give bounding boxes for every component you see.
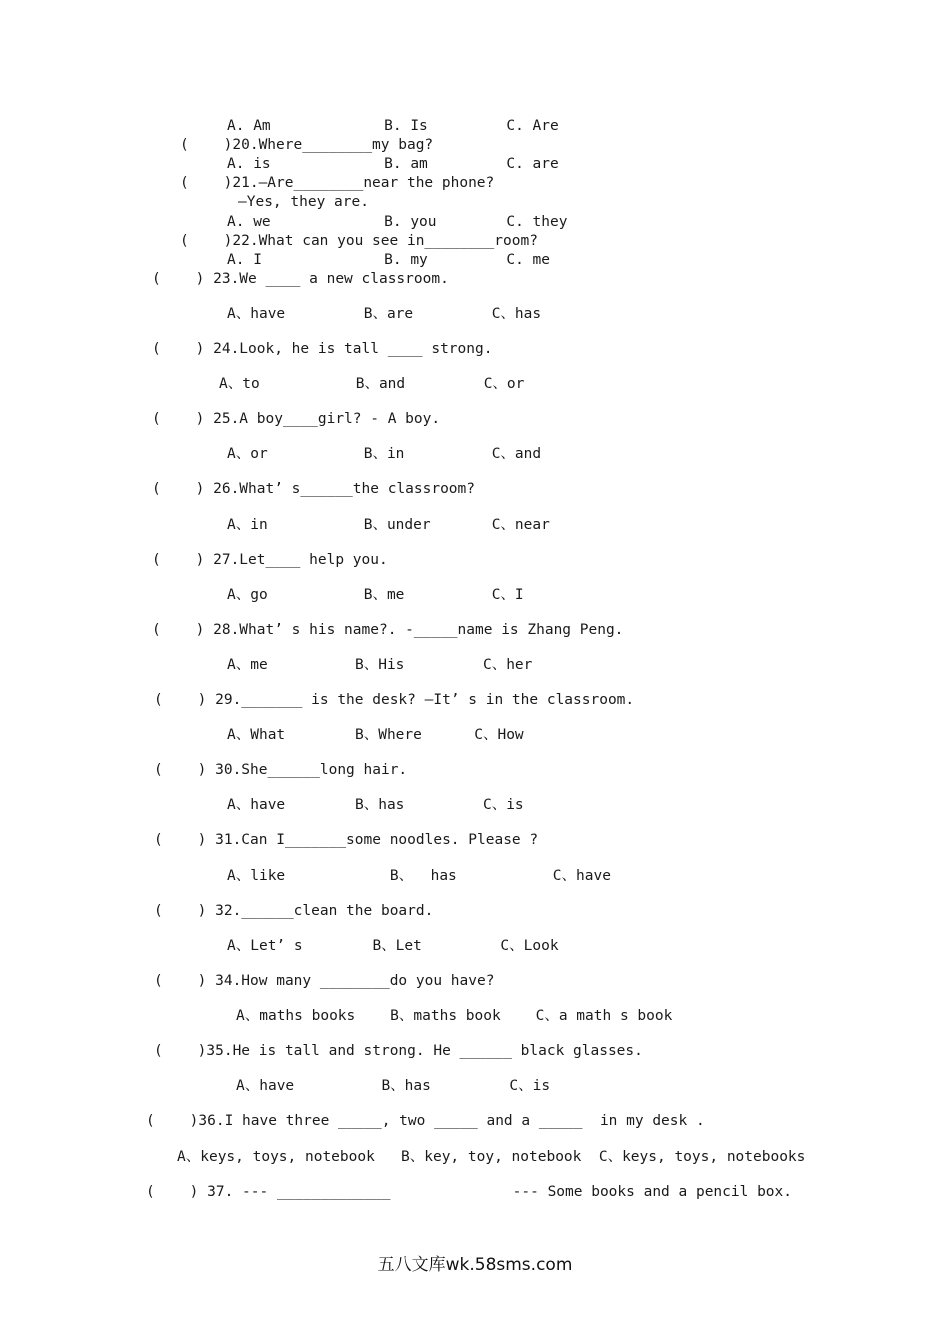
q34-options: A、maths books B、maths book C、a math s book	[236, 1008, 673, 1024]
q36-question: ( )36.I have three _____, two _____ and a _____ in my desk .	[146, 1113, 705, 1129]
q29-options: A、What B、Where C、How	[227, 727, 524, 743]
q27-question: ( ) 27.Let____ help you.	[152, 552, 388, 568]
q23-options: A、have B、are C、has	[227, 306, 542, 322]
q25-question: ( ) 25.A boy____girl? - A boy.	[152, 411, 441, 427]
q30-options: A、have B、has C、is	[227, 797, 524, 813]
q28-options: A、me B、His C、her	[227, 657, 533, 673]
q24-question: ( ) 24.Look, he is tall ____ strong.	[152, 341, 493, 357]
q31-options: A、like B、 has C、have	[227, 868, 611, 884]
q19-options: A. Am B. Is C. Are	[227, 118, 559, 134]
q26-options: A、in B、under C、near	[227, 517, 550, 533]
q24-options: A、to B、and C、or	[219, 376, 525, 392]
footer-watermark: 五八文库wk.58sms.com	[377, 1255, 573, 1275]
q25-options: A、or B、in C、and	[227, 446, 542, 462]
q21-answer-line: —Yes, they are.	[238, 194, 369, 210]
q35-question: ( )35.He is tall and strong. He ______ black glasses.	[154, 1043, 643, 1059]
q31-question: ( ) 31.Can I_______some noodles. Please ?	[154, 832, 539, 848]
q30-question: ( ) 30.She______long hair.	[154, 762, 408, 778]
q22-question: ( )22.What can you see in________room?	[180, 233, 538, 249]
q37-question: ( ) 37. --- _____________ --- Some books and a pencil box.	[146, 1184, 793, 1200]
q21-options: A. we B. you C. they	[227, 214, 568, 230]
q36-options: A、keys, toys, notebook B、key, toy, notebook C、keys, toys, notebooks	[177, 1149, 806, 1165]
q34-question: ( ) 34.How many ________do you have?	[154, 973, 495, 989]
q35-options: A、have B、has C、is	[236, 1078, 551, 1094]
q20-question: ( )20.Where________my bag?	[180, 137, 434, 153]
q32-question: ( ) 32.______clean the board.	[154, 903, 434, 919]
q22-options: A. I B. my C. me	[227, 252, 551, 268]
q23-question: ( ) 23.We ____ a new classroom.	[152, 271, 449, 287]
q20-options: A. is B. am C. are	[227, 156, 559, 172]
q21-question: ( )21.—Are________near the phone?	[180, 175, 495, 191]
q28-question: ( ) 28.What’ s his name?. -_____name is Zhang Peng.	[152, 622, 624, 638]
q27-options: A、go B、me C、I	[227, 587, 524, 603]
q26-question: ( ) 26.What’ s______the classroom?	[152, 481, 476, 497]
q32-options: A、Let’ s B、Let C、Look	[227, 938, 559, 954]
q29-question: ( ) 29._______ is the desk? —It’ s in the classroom.	[154, 692, 635, 708]
